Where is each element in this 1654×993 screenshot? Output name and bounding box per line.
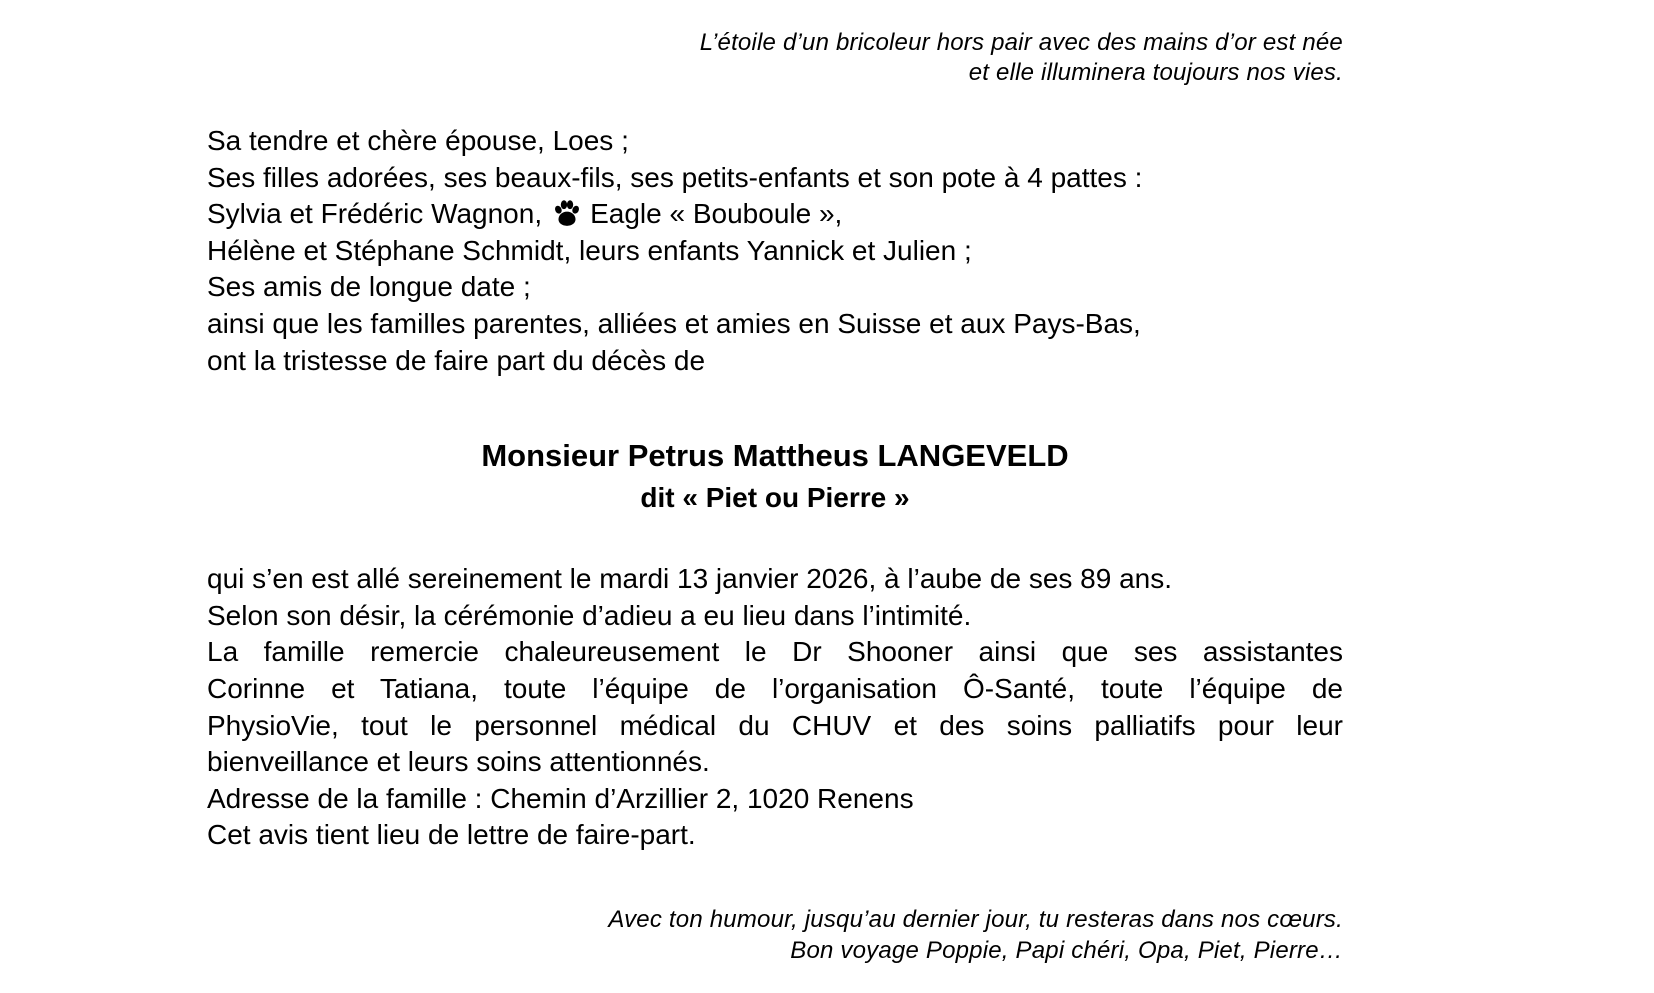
intro-line-sylvia-before: Sylvia et Frédéric Wagnon, — [207, 198, 543, 230]
intro-line-friends: Ses amis de longue date ; — [207, 271, 531, 303]
closing-quote-line-1: Avec ton humour, jusqu’au dernier jour, tu resteras dans nos cœurs. — [608, 905, 1343, 933]
intro-line-helene: Hélène et Stéphane Schmidt, leurs enfants Yannick et Julien ; — [207, 234, 972, 266]
family-intro-section — [207, 123, 1343, 379]
deceased-name: Monsieur Petrus Mattheus LANGEVELD — [481, 438, 1069, 474]
thanks-line-1: La famille remercie chaleureusement le Dr Shooner ainsi que ses assistantes — [207, 636, 1343, 668]
notice-line: Cet avis tient lieu de lettre de faire-part. — [207, 819, 696, 851]
opening-quote-line-2: et elle illuminera toujours nos vies. — [968, 59, 1343, 86]
deceased-alias: dit « Piet ou Pierre » — [640, 482, 910, 514]
intro-line-announcement: ont la tristesse de faire part du décès de — [207, 344, 706, 376]
family-address-line: Adresse de la famille : Chemin d’Arzillier 2, 1020 Renens — [207, 782, 914, 814]
closing-quote — [207, 904, 1343, 966]
details-section — [207, 561, 1343, 854]
paw-icon — [552, 199, 582, 227]
intro-line-families: ainsi que les familles parentes, alliées et amies en Suisse et aux Pays-Bas, — [207, 307, 1141, 339]
ceremony-line: Selon son désir, la cérémonie d’adieu a eu lieu dans l’intimité. — [207, 599, 972, 631]
closing-quote-line-2: Bon voyage Poppie, Papi chéri, Opa, Piet, Pierre… — [790, 936, 1343, 964]
intro-line-sylvia-after: Eagle « Bouboule », — [590, 198, 843, 230]
opening-quote — [207, 28, 1343, 88]
intro-line-spouse: Sa tendre et chère épouse, Loes ; — [207, 125, 629, 156]
intro-line-children: Ses filles adorées, ses beaux-fils, ses petits-enfants et son pote à 4 pattes : — [207, 161, 1143, 193]
opening-quote-line-1: L’étoile d’un bricoleur hors pair avec des mains d’or est née — [699, 29, 1343, 56]
death-date-line: qui s’en est allé sereinement le mardi 13 janvier 2026, à l’aube de ses 89 ans. — [207, 563, 1173, 595]
deceased-name-block — [207, 435, 1343, 519]
intro-line-sylvia — [207, 196, 1343, 233]
thanks-line-2: Corinne et Tatiana, toute l’équipe de l’organisation Ô-Santé, toute l’équipe de — [207, 672, 1343, 704]
thanks-line-4: bienveillance et leurs soins attentionnés. — [207, 746, 710, 778]
thanks-line-3: PhysioVie, tout le personnel médical du CHUV et des soins palliatifs pour leur — [207, 709, 1343, 741]
